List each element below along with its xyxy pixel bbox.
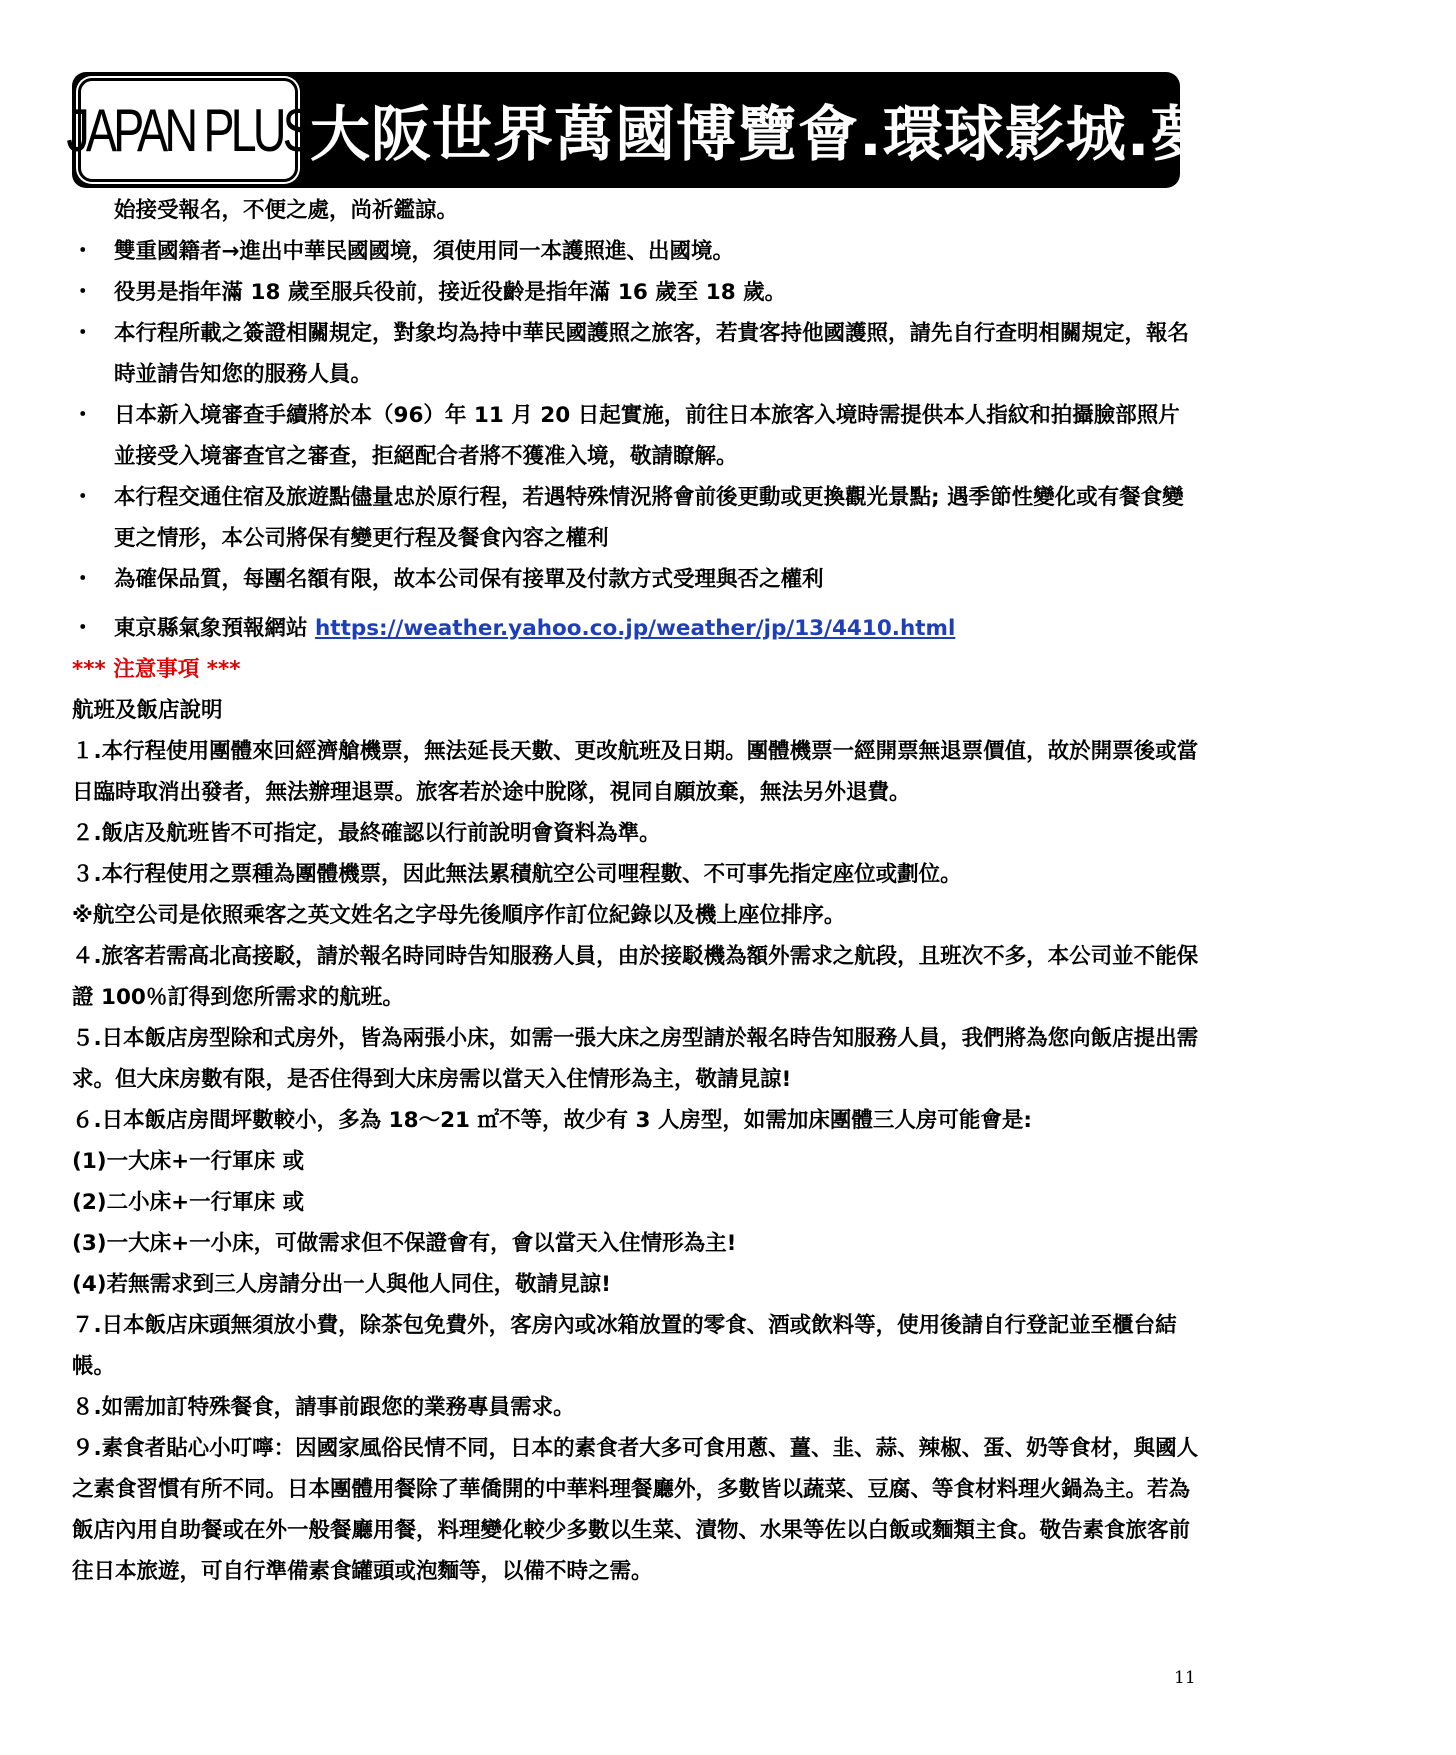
bullet-item: [72, 559, 1200, 600]
bullet-text: 本行程所載之簽證相關規定，對象均為持中華民國護照之旅客，若貴客持他國護照，請先自行查明相關規定，報名時並請告知您的服務人員。: [114, 321, 1190, 387]
bullet-item: [72, 313, 1200, 395]
bullet-dot: ・: [72, 567, 94, 592]
header-banner: [66, 72, 1456, 188]
bullet-text: 本行程交通住宿及旅遊點儘量忠於原行程，若遇特殊情況將會前後更動或更換觀光景點; 遇季節性變化或有餐食變更之情形，本公司將保有變更行程及餐食內容之權利: [114, 485, 1184, 551]
notice-item: ４.旅客若需高北高接駁，請於報名時同時告知服務人員，由於接駁機為額外需求之航段，且班次不多，本公司並不能保證 100％訂得到您所需求的航班。: [72, 944, 1199, 1010]
notice-item: (3)一大床+一小床，可做需求但不保證會有，會以當天入住情形為主!: [72, 1231, 737, 1256]
notice-item: ６.日本飯店房間坪數較小，多為 18～21 ㎡不等，故少有 3 人房型，如需加床團體三人房可能會是:: [72, 1108, 1033, 1133]
bullet-text: 雙重國籍者→進出中華民國國境，須使用同一本護照進、出國境。: [114, 239, 735, 264]
notice-item: １.本行程使用團體來回經濟艙機票，無法延長天數、更改航班及日期。團體機票一經開票無退票價值，故於開票後或當日臨時取消出發者，無法辦理退票。旅客若於途中脫隊，視同自願放棄，無法另外退費。: [72, 739, 1199, 805]
notice-item: (1)一大床+一行軍床 或: [72, 1149, 305, 1174]
bullet-dot: ・: [72, 239, 94, 264]
brand-text: JAPAN PLUS: [66, 96, 310, 164]
notice-item: ９.素食者貼心小叮嚀：因國家風俗民情不同，日本的素食者大多可食用蔥、薑、韭、蒜、辣椒、蛋、奶等食材，與國人之素食習慣有所不同。日本團體用餐除了華僑開的中華料理餐廳外，多數皆以蔬菜、豆腐、等食材料理火鍋為主。若為飯店內用自助餐或在外一般餐廳用餐，料理變化較少多數以生菜、漬物、水果等佐以白飯或麵類主食。敬告素食旅客前往日本旅遊，可自行準備素食罐頭或泡麵等，以備不時之需。: [72, 1436, 1199, 1584]
weather-link[interactable]: https://weather.yahoo.co.jp/weather/jp/13/4410.html: [315, 616, 956, 641]
bullet-dot: ・: [72, 321, 94, 346]
bullet-text: 役男是指年滿 18 歲至服兵役前，接近役齡是指年滿 16 歲至 18 歲。: [114, 280, 787, 305]
notice-heading: *** 注意事項 ***: [72, 657, 241, 682]
notice-item: ３.本行程使用之票種為團體機票，因此無法累積航空公司哩程數、不可事先指定座位或劃位。: [72, 862, 962, 887]
bullet-text: 日本新入境審查手續將於本（96）年 11 月 20 日起實施，前往日本旅客入境時需提供本人指紋和拍攝臉部照片並接受入境審查官之審查，拒絕配合者將不獲准入境，敬請瞭解。: [114, 403, 1180, 469]
notice-item: (2)二小床+一行軍床 或: [72, 1190, 305, 1215]
notice-item: ※航空公司是依照乘客之英文姓名之字母先後順序作訂位紀錄以及機上座位排序。: [72, 903, 846, 928]
document-body: [72, 190, 1200, 1592]
bullet-item: [72, 231, 1200, 272]
bullet-dot: ・: [72, 403, 94, 428]
bullet-item: [72, 477, 1200, 559]
continuation-text: 始接受報名，不便之處，尚祈鑑諒。: [114, 198, 459, 223]
bullet-text: 為確保品質，每團名額有限，故本公司保有接單及付款方式受理與否之權利: [114, 567, 824, 592]
notice-item: ５.日本飯店房型除和式房外，皆為兩張小床，如需一張大床之房型請於報名時告知服務人員，我們將為您向飯店提出需求。但大床房數有限，是否住得到大床房需以當天入住情形為主，敬請見諒!: [72, 1026, 1199, 1092]
bullet-dot: ・: [72, 616, 94, 641]
bullet-dot: ・: [72, 280, 94, 305]
tour-title: 大阪世界萬國博覽會.環球影城.夢洲島五日: [310, 100, 1456, 170]
weather-label: 東京縣氣象預報網站: [114, 616, 315, 641]
section-heading: 航班及飯店說明: [72, 698, 223, 723]
notice-item: ２.飯店及航班皆不可指定，最終確認以行前說明會資料為準。: [72, 821, 661, 846]
bullet-dot: ・: [72, 485, 94, 510]
bullet-item: [72, 395, 1200, 477]
brand-logo: [66, 78, 310, 182]
bullet-item-weather: [72, 608, 1200, 649]
bullet-item: [72, 272, 1200, 313]
notice-item: ７.日本飯店床頭無須放小費，除茶包免費外，客房內或冰箱放置的零食、酒或飲料等，使用後請自行登記並至櫃台結帳。: [72, 1313, 1177, 1379]
notice-item: ８.如需加訂特殊餐食，請事前跟您的業務專員需求。: [72, 1395, 575, 1420]
page-number: 11: [1174, 1668, 1196, 1688]
notice-item: (4)若無需求到三人房請分出一人與他人同住，敬請見諒!: [72, 1272, 611, 1297]
bullet-text: [114, 608, 1200, 649]
